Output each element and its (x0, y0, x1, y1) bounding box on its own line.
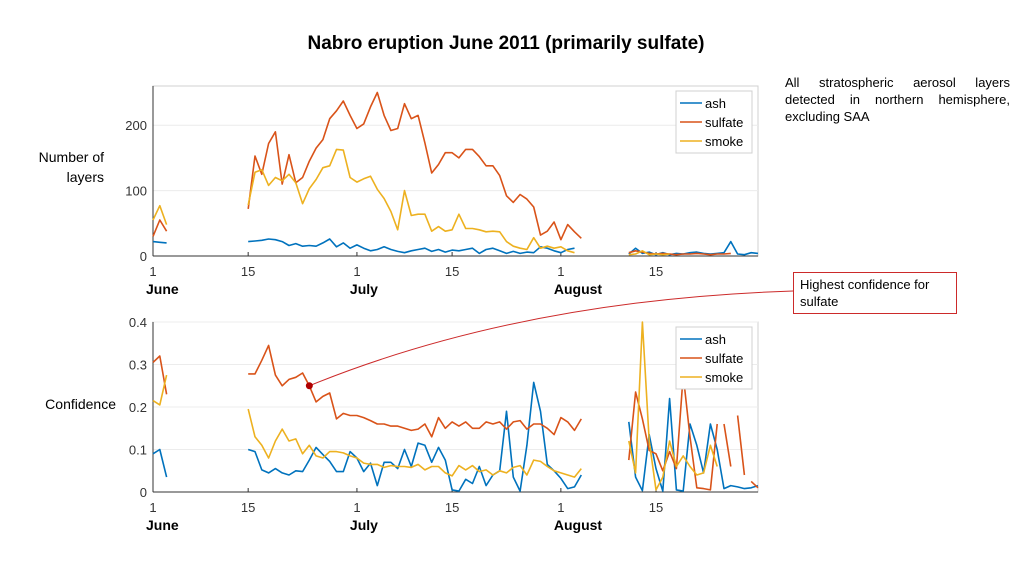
x-tick-label: 1 (353, 500, 361, 515)
legend-label-smoke: smoke (705, 134, 744, 149)
month-label: August (553, 517, 603, 533)
y-tick-label: 200 (125, 118, 147, 134)
month-label: June (146, 517, 179, 533)
callout-box: Highest confidence for sulfate (793, 272, 957, 314)
x-tick-label: 15 (444, 500, 460, 515)
y-axis-label: layers (66, 169, 104, 185)
x-tick-label: 1 (149, 264, 157, 279)
plot-area (153, 86, 758, 256)
y-axis-label: Confidence (45, 396, 116, 412)
y-tick-label: 100 (125, 183, 147, 199)
y-tick-label: 0.2 (128, 400, 147, 415)
chart-panel-2 (45, 315, 758, 533)
y-tick-label: 0.3 (128, 357, 147, 373)
x-tick-label: 1 (149, 500, 157, 515)
month-label: July (349, 281, 378, 297)
y-tick-label: 0.4 (128, 315, 147, 330)
x-tick-label: 1 (557, 264, 565, 279)
x-tick-label: 15 (240, 264, 256, 279)
month-label: July (349, 517, 378, 533)
x-tick-label: 15 (240, 500, 256, 515)
month-label: August (553, 281, 603, 297)
x-tick-label: 15 (648, 500, 664, 515)
legend-label-smoke: smoke (705, 370, 744, 385)
x-tick-label: 15 (648, 264, 664, 279)
legend-label-ash: ash (705, 96, 726, 111)
annotation-point-marker (306, 382, 313, 389)
chart-panel-1 (39, 86, 758, 297)
x-tick-label: 1 (557, 500, 565, 515)
month-label: June (146, 281, 179, 297)
y-tick-label: 0 (139, 485, 147, 500)
chart-title: Nabro eruption June 2011 (primarily sulfate) (307, 33, 705, 54)
x-tick-label: 1 (353, 264, 361, 279)
y-axis-label: Number of (38, 149, 104, 165)
y-tick-label: 0.1 (128, 442, 147, 458)
x-tick-label: 15 (444, 264, 460, 279)
y-tick-label: 0 (139, 249, 147, 264)
chart-note: All stratospheric aerosol layers detected in northern hemisphere, excluding SAA (785, 75, 1010, 124)
legend-label-ash: ash (705, 332, 726, 347)
legend-label-sulfate: sulfate (705, 115, 744, 130)
legend-label-sulfate: sulfate (705, 351, 744, 366)
